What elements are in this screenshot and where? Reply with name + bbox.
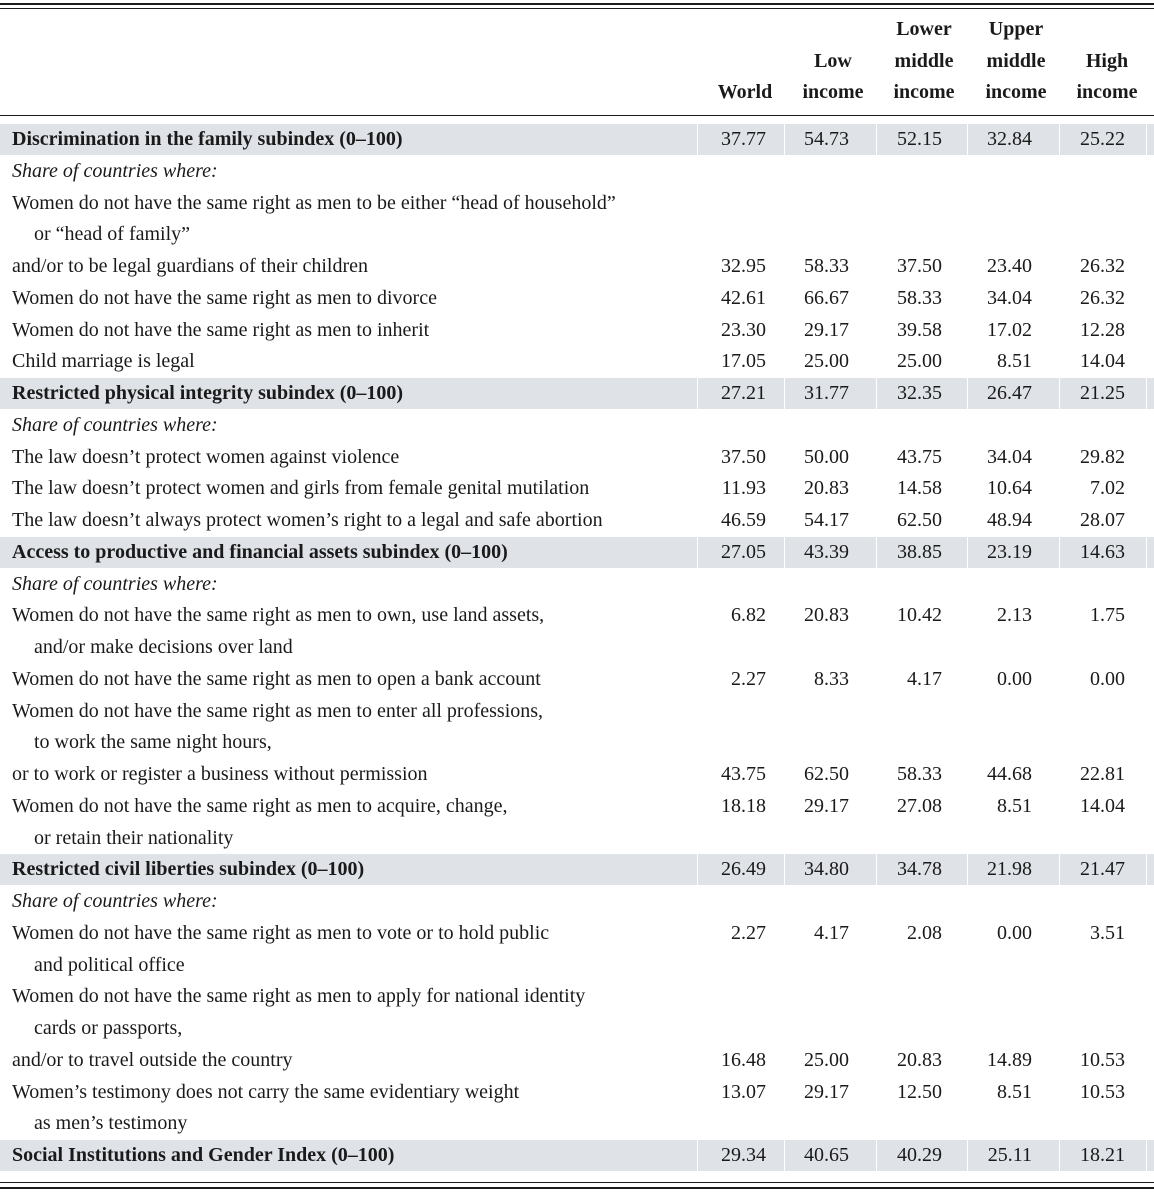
value-cell: 4.17 — [814, 921, 849, 944]
row-label: Share of countries where: — [12, 572, 218, 595]
value-cell: 23.40 — [987, 255, 1032, 277]
table-row — [0, 950, 1154, 981]
value-cell: 14.58 — [897, 477, 942, 500]
value-cell: 10.64 — [987, 477, 1032, 500]
value-cell: 58.33 — [804, 255, 849, 277]
value-cell: 2.27 — [731, 921, 766, 944]
row-label: Women do not have the same right as men to inherit — [12, 318, 430, 341]
value-cell: 25.22 — [1080, 128, 1125, 150]
table-row — [0, 473, 1154, 504]
value-cell: 17.02 — [987, 318, 1032, 341]
value-cell: 37.50 — [721, 445, 766, 468]
row-label: Share of countries where: — [12, 413, 218, 436]
value-cell: 7.02 — [1090, 477, 1125, 500]
table-row — [0, 918, 1154, 949]
row-label: or “head of family” — [34, 223, 191, 246]
table-row — [0, 1045, 1154, 1076]
header-rule — [0, 115, 1154, 116]
table-row — [0, 1108, 1154, 1139]
table-row — [0, 188, 1154, 219]
subindex-row — [0, 378, 1154, 409]
value-cell: 43.39 — [804, 540, 849, 563]
column-header-line: income — [1076, 81, 1138, 103]
value-cell: 17.05 — [721, 350, 766, 373]
value-cell: 34.04 — [987, 445, 1032, 468]
table-row — [0, 283, 1154, 314]
table-row — [0, 981, 1154, 1012]
value-cell: 21.47 — [1080, 858, 1125, 881]
table-row — [0, 346, 1154, 377]
value-cell: 4.17 — [907, 667, 942, 690]
value-cell: 50.00 — [804, 445, 849, 468]
value-cell: 25.00 — [804, 1048, 849, 1071]
value-cell: 0.00 — [997, 921, 1032, 944]
table-row — [0, 219, 1154, 250]
table-row — [0, 442, 1154, 473]
subindex-label: Access to productive and financial assets subindex (0–100) — [12, 540, 508, 563]
row-label: Women do not have the same right as men to be either “head of household” — [12, 191, 616, 214]
share-caption-row — [0, 569, 1154, 600]
value-cell: 8.51 — [997, 1080, 1032, 1103]
column-separator — [1146, 854, 1147, 885]
column-header-line: income — [985, 81, 1047, 103]
top-rule-inner — [0, 8, 1154, 9]
value-cell: 18.21 — [1080, 1144, 1125, 1166]
value-cell: 54.17 — [804, 509, 849, 531]
column-header-line: High — [1085, 49, 1129, 72]
value-cell: 11.93 — [721, 477, 766, 500]
value-cell: 12.50 — [897, 1080, 942, 1103]
value-cell: 58.33 — [897, 286, 942, 309]
value-cell: 21.98 — [987, 858, 1032, 881]
column-separator — [1146, 124, 1147, 155]
value-cell: 16.48 — [721, 1048, 766, 1071]
value-cell: 28.07 — [1080, 509, 1125, 531]
bottom-rule-outer — [0, 1187, 1154, 1189]
row-label: cards or passports, — [34, 1017, 183, 1039]
value-cell: 12.28 — [1080, 318, 1125, 341]
row-label: to work the same night hours, — [34, 731, 272, 754]
table-row — [0, 791, 1154, 822]
row-label: Women do not have the same right as men to enter all professions, — [12, 699, 544, 722]
subindex-label: Social Institutions and Gender Index (0–100) — [12, 1144, 395, 1166]
value-cell: 32.84 — [987, 128, 1032, 150]
value-cell: 25.11 — [987, 1144, 1032, 1166]
row-label: Women’s testimony does not carry the same evidentiary weight — [12, 1080, 520, 1103]
column-separator — [1146, 1140, 1147, 1171]
row-label: as men’s testimony — [34, 1112, 188, 1135]
value-cell: 29.17 — [804, 794, 849, 817]
value-cell: 20.83 — [804, 604, 849, 627]
row-label: Women do not have the same right as men to apply for national identity — [12, 985, 586, 1008]
value-cell: 20.83 — [804, 477, 849, 500]
value-cell: 3.51 — [1090, 921, 1125, 944]
value-cell: 37.77 — [721, 128, 766, 150]
table-row — [0, 823, 1154, 854]
value-cell: 58.33 — [897, 763, 942, 785]
table-row — [0, 759, 1154, 790]
value-cell: 14.63 — [1080, 540, 1125, 563]
value-cell: 0.00 — [1090, 667, 1125, 690]
value-cell: 43.75 — [897, 445, 942, 468]
value-cell: 48.94 — [987, 509, 1032, 531]
share-caption-row — [0, 156, 1154, 187]
table-row — [0, 600, 1154, 631]
value-cell: 43.75 — [721, 763, 766, 785]
value-cell: 25.00 — [897, 350, 942, 373]
value-cell: 34.78 — [897, 858, 942, 881]
value-cell: 27.21 — [721, 382, 766, 404]
top-rule-outer — [0, 3, 1154, 5]
column-header-line: World — [717, 81, 773, 103]
value-cell: 62.50 — [897, 509, 942, 531]
share-caption-row — [0, 410, 1154, 441]
value-cell: 10.53 — [1080, 1080, 1125, 1103]
value-cell: 32.35 — [897, 382, 942, 404]
column-separator — [1146, 378, 1147, 409]
value-cell: 14.89 — [987, 1048, 1032, 1071]
table-row — [0, 315, 1154, 346]
row-label: Women do not have the same right as men to open a bank account — [12, 667, 541, 690]
row-label: Women do not have the same right as men to divorce — [12, 286, 437, 309]
row-label: and/or to travel outside the country — [12, 1048, 293, 1071]
value-cell: 27.08 — [897, 794, 942, 817]
value-cell: 52.15 — [897, 128, 942, 150]
value-cell: 8.51 — [997, 350, 1032, 373]
value-cell: 39.58 — [897, 318, 942, 341]
table-row — [0, 505, 1154, 536]
value-cell: 29.34 — [721, 1144, 766, 1166]
row-label: Child marriage is legal — [12, 350, 195, 373]
value-cell: 27.05 — [721, 540, 766, 563]
table-row — [0, 696, 1154, 727]
value-cell: 8.51 — [997, 794, 1032, 817]
value-cell: 66.67 — [804, 286, 849, 309]
value-cell: 21.25 — [1080, 382, 1125, 404]
value-cell: 14.04 — [1080, 350, 1125, 373]
value-cell: 13.07 — [721, 1080, 766, 1103]
row-label: Share of countries where: — [12, 159, 218, 182]
share-caption-row — [0, 886, 1154, 917]
subindex-row — [0, 1140, 1154, 1171]
column-header-line: Upper — [988, 18, 1044, 40]
value-cell: 29.17 — [804, 1080, 849, 1103]
value-cell: 44.68 — [987, 763, 1032, 785]
table-row — [0, 1013, 1154, 1044]
table-row — [0, 251, 1154, 282]
value-cell: 40.65 — [804, 1144, 849, 1166]
value-cell: 0.00 — [997, 667, 1032, 690]
value-cell: 40.29 — [897, 1144, 942, 1166]
value-cell: 38.85 — [897, 540, 942, 563]
bottom-rule-inner — [0, 1182, 1154, 1183]
value-cell: 1.75 — [1090, 604, 1125, 627]
value-cell: 26.32 — [1080, 286, 1125, 309]
value-cell: 46.59 — [721, 509, 766, 531]
value-cell: 26.49 — [721, 858, 766, 881]
value-cell: 26.32 — [1080, 255, 1125, 277]
column-header-line: middle — [986, 49, 1046, 72]
table-row — [0, 664, 1154, 695]
value-cell: 22.81 — [1080, 763, 1125, 785]
value-cell: 31.77 — [804, 382, 849, 404]
row-label: or to work or register a business without permission — [12, 763, 428, 785]
column-header-line: Lower — [896, 18, 952, 40]
row-label: Women do not have the same right as men to own, use land assets, — [12, 604, 545, 627]
value-cell: 37.50 — [897, 255, 942, 277]
value-cell: 34.80 — [804, 858, 849, 881]
subindex-label: Restricted civil liberties subindex (0–100) — [12, 858, 365, 881]
column-separator — [1146, 537, 1147, 568]
subindex-row — [0, 124, 1154, 155]
value-cell: 10.53 — [1080, 1048, 1125, 1071]
column-header-line: income — [893, 81, 955, 103]
value-cell: 2.13 — [997, 604, 1032, 627]
subindex-row — [0, 854, 1154, 885]
value-cell: 34.04 — [987, 286, 1032, 309]
value-cell: 29.82 — [1080, 445, 1125, 468]
value-cell: 2.08 — [907, 921, 942, 944]
row-label: or retain their nationality — [34, 826, 234, 849]
row-label: The law doesn’t protect women and girls from female genital mutilation — [12, 477, 590, 500]
table-row — [0, 632, 1154, 663]
row-label: The law doesn’t protect women against violence — [12, 445, 400, 468]
column-header-line: Low — [814, 49, 852, 72]
value-cell: 6.82 — [731, 604, 766, 627]
row-label: Women do not have the same right as men to vote or to hold public — [12, 921, 550, 944]
value-cell: 32.95 — [721, 255, 766, 277]
row-label: and/or to be legal guardians of their children — [12, 255, 368, 277]
value-cell: 62.50 — [804, 763, 849, 785]
table-row — [0, 727, 1154, 758]
value-cell: 23.19 — [987, 540, 1032, 563]
row-label: Women do not have the same right as men to acquire, change, — [12, 794, 508, 817]
value-cell: 2.27 — [731, 667, 766, 690]
value-cell: 23.30 — [721, 318, 766, 341]
value-cell: 42.61 — [721, 286, 766, 309]
value-cell: 10.42 — [897, 604, 942, 627]
subindex-label: Restricted physical integrity subindex (0–100) — [12, 382, 404, 404]
row-label: and political office — [34, 953, 185, 976]
value-cell: 14.04 — [1080, 794, 1125, 817]
value-cell: 26.47 — [987, 382, 1032, 404]
value-cell: 18.18 — [721, 794, 766, 817]
row-label: and/or make decisions over land — [34, 636, 293, 658]
table-row — [0, 1077, 1154, 1108]
subindex-label: Discrimination in the family subindex (0–100) — [12, 128, 403, 150]
value-cell: 20.83 — [897, 1048, 942, 1071]
row-label: The law doesn’t always protect women’s right to a legal and safe abortion — [12, 509, 603, 531]
column-header-line: middle — [894, 49, 954, 72]
subindex-row — [0, 537, 1154, 568]
value-cell: 8.33 — [814, 667, 849, 690]
column-header-line: income — [802, 81, 864, 103]
value-cell: 54.73 — [804, 128, 849, 150]
value-cell: 29.17 — [804, 318, 849, 341]
row-label: Share of countries where: — [12, 890, 218, 912]
value-cell: 25.00 — [804, 350, 849, 373]
